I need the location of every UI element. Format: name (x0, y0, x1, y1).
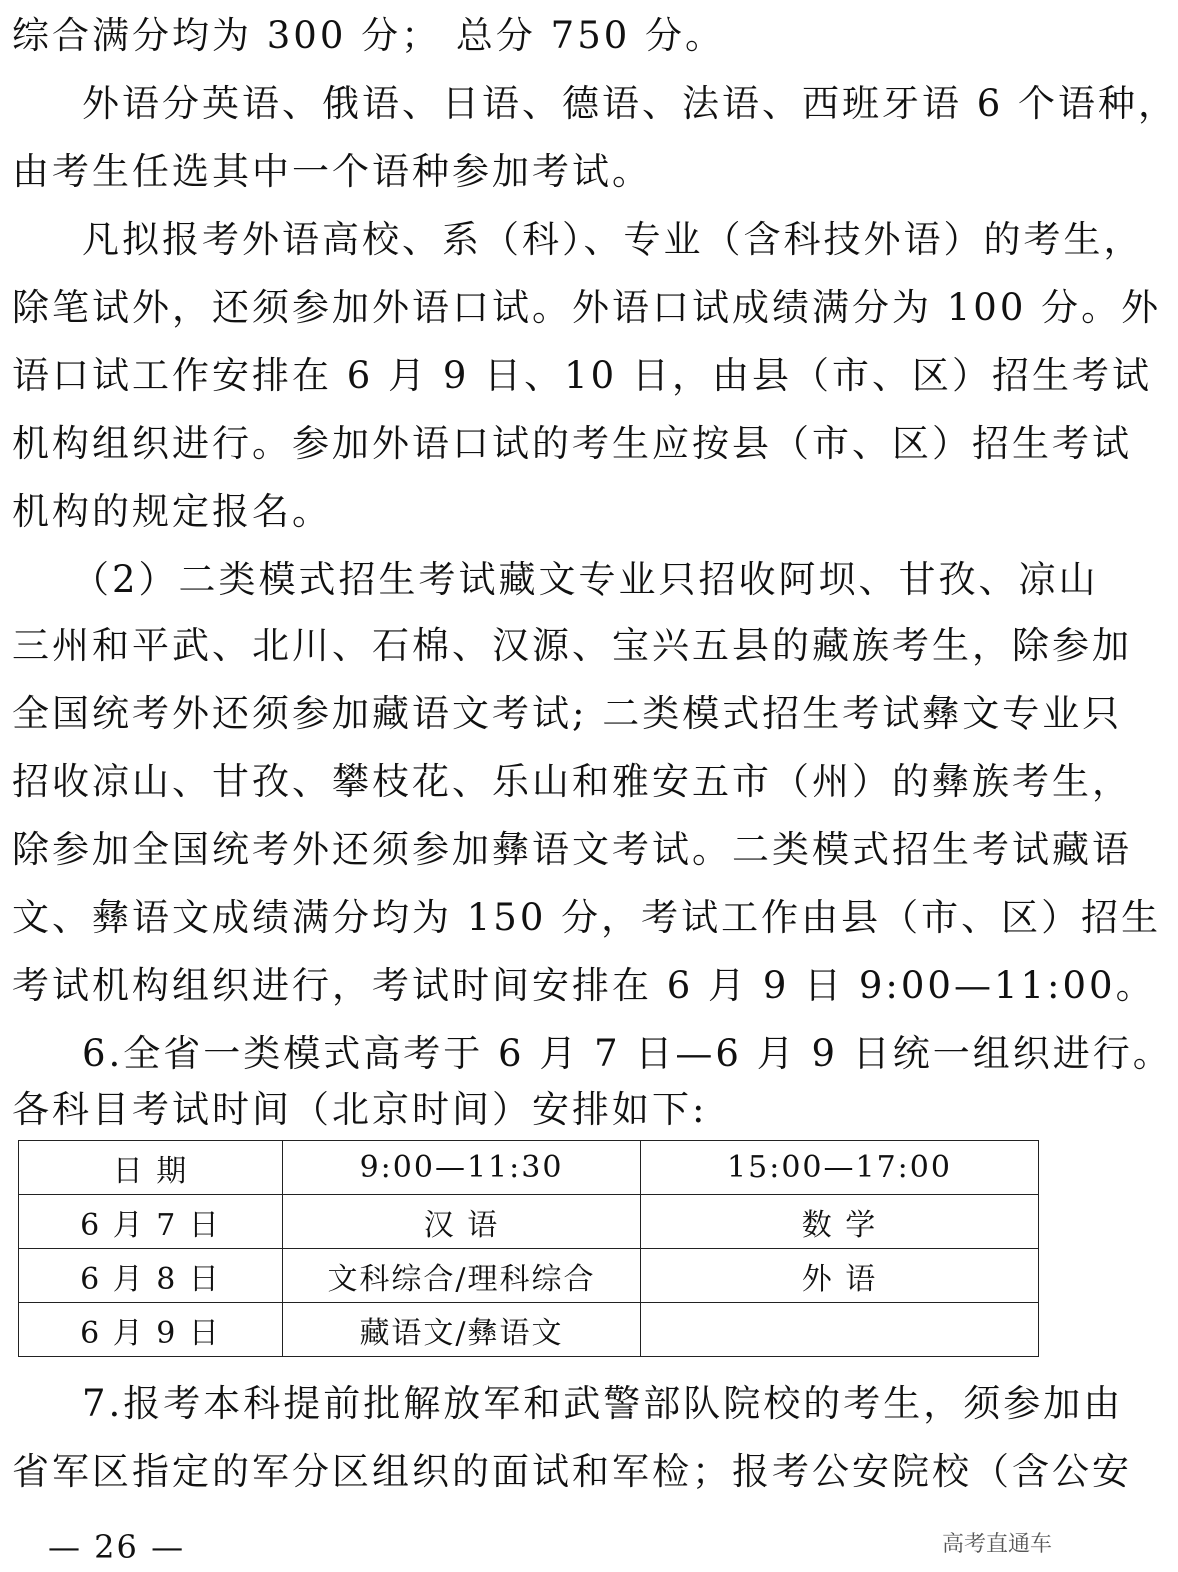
table-row (19, 1195, 1039, 1249)
text-line: 除参加全国统考外还须参加彝语文考试。二类模式招生考试藏语 (12, 828, 1132, 871)
table-cell: 6 月 9 日 (19, 1303, 283, 1357)
text-line: 综合满分均为 300 分； 总分 750 分。 (12, 14, 726, 57)
text-line: 文、彝语文成绩满分均为 150 分，考试工作由县（市、区）招生 (12, 896, 1162, 939)
table-cell: 藏语文/彝语文 (283, 1303, 641, 1357)
page-number: — 26 — (48, 1528, 186, 1566)
table-row (19, 1303, 1039, 1357)
text-line: 凡拟报考外语高校、系（科）、专业（含科技外语）的考生， (82, 218, 1144, 261)
text-line: 各科目考试时间（北京时间）安排如下: (12, 1088, 708, 1131)
text-line: 考试机构组织进行，考试时间安排在 6 月 9 日 9:00—11:00。 (12, 964, 1156, 1007)
text-line: 三州和平武、北川、石棉、汉源、宝兴五县的藏族考生，除参加 (12, 624, 1132, 667)
text-line: 机构组织进行。参加外语口试的考生应按县（市、区）招生考试 (12, 422, 1132, 465)
exam-schedule-table (18, 1140, 1039, 1357)
text-line: 语口试工作安排在 6 月 9 日、10 日，由县（市、区）招生考试 (12, 354, 1152, 397)
text-line: （2）二类模式招生考试藏文专业只招收阿坝、甘孜、凉山 (72, 558, 1099, 601)
text-line: 6.全省一类模式高考于 6 月 7 日—6 月 9 日统一组织进行。 (82, 1032, 1173, 1075)
text-line: 外语分英语、俄语、日语、德语、法语、西班牙语 6 个语种， (82, 82, 1178, 125)
header-cell-date: 日 期 (19, 1141, 283, 1195)
table-cell: 外 语 (641, 1249, 1039, 1303)
header-cell-morning: 9:00—11:30 (283, 1141, 641, 1195)
watermark: 高考直通车 (942, 1532, 1053, 1557)
table-row (19, 1249, 1039, 1303)
text-line: 招收凉山、甘孜、攀枝花、乐山和雅安五市（州）的彝族考生， (12, 760, 1132, 803)
header-cell-afternoon: 15:00—17:00 (641, 1141, 1039, 1195)
table-header-row (19, 1141, 1039, 1195)
table-cell: 6 月 7 日 (19, 1195, 283, 1249)
text-line: 全国统考外还须参加藏语文考试; 二类模式招生考试彝文专业只 (12, 692, 1123, 735)
text-line: 机构的规定报名。 (12, 490, 332, 533)
table-cell (641, 1303, 1039, 1357)
table-cell: 数 学 (641, 1195, 1039, 1249)
text-line: 除笔试外，还须参加外语口试。外语口试成绩满分为 100 分。外 (12, 286, 1162, 329)
text-line: 7.报考本科提前批解放军和武警部队院校的考生，须参加由 (82, 1382, 1124, 1425)
table-cell: 汉 语 (283, 1195, 641, 1249)
table-cell: 6 月 8 日 (19, 1249, 283, 1303)
text-line: 省军区指定的军分区组织的面试和军检；报考公安院校（含公安 (12, 1450, 1132, 1493)
table-cell: 文科综合/理科综合 (283, 1249, 641, 1303)
text-line: 由考生任选其中一个语种参加考试。 (12, 150, 652, 193)
